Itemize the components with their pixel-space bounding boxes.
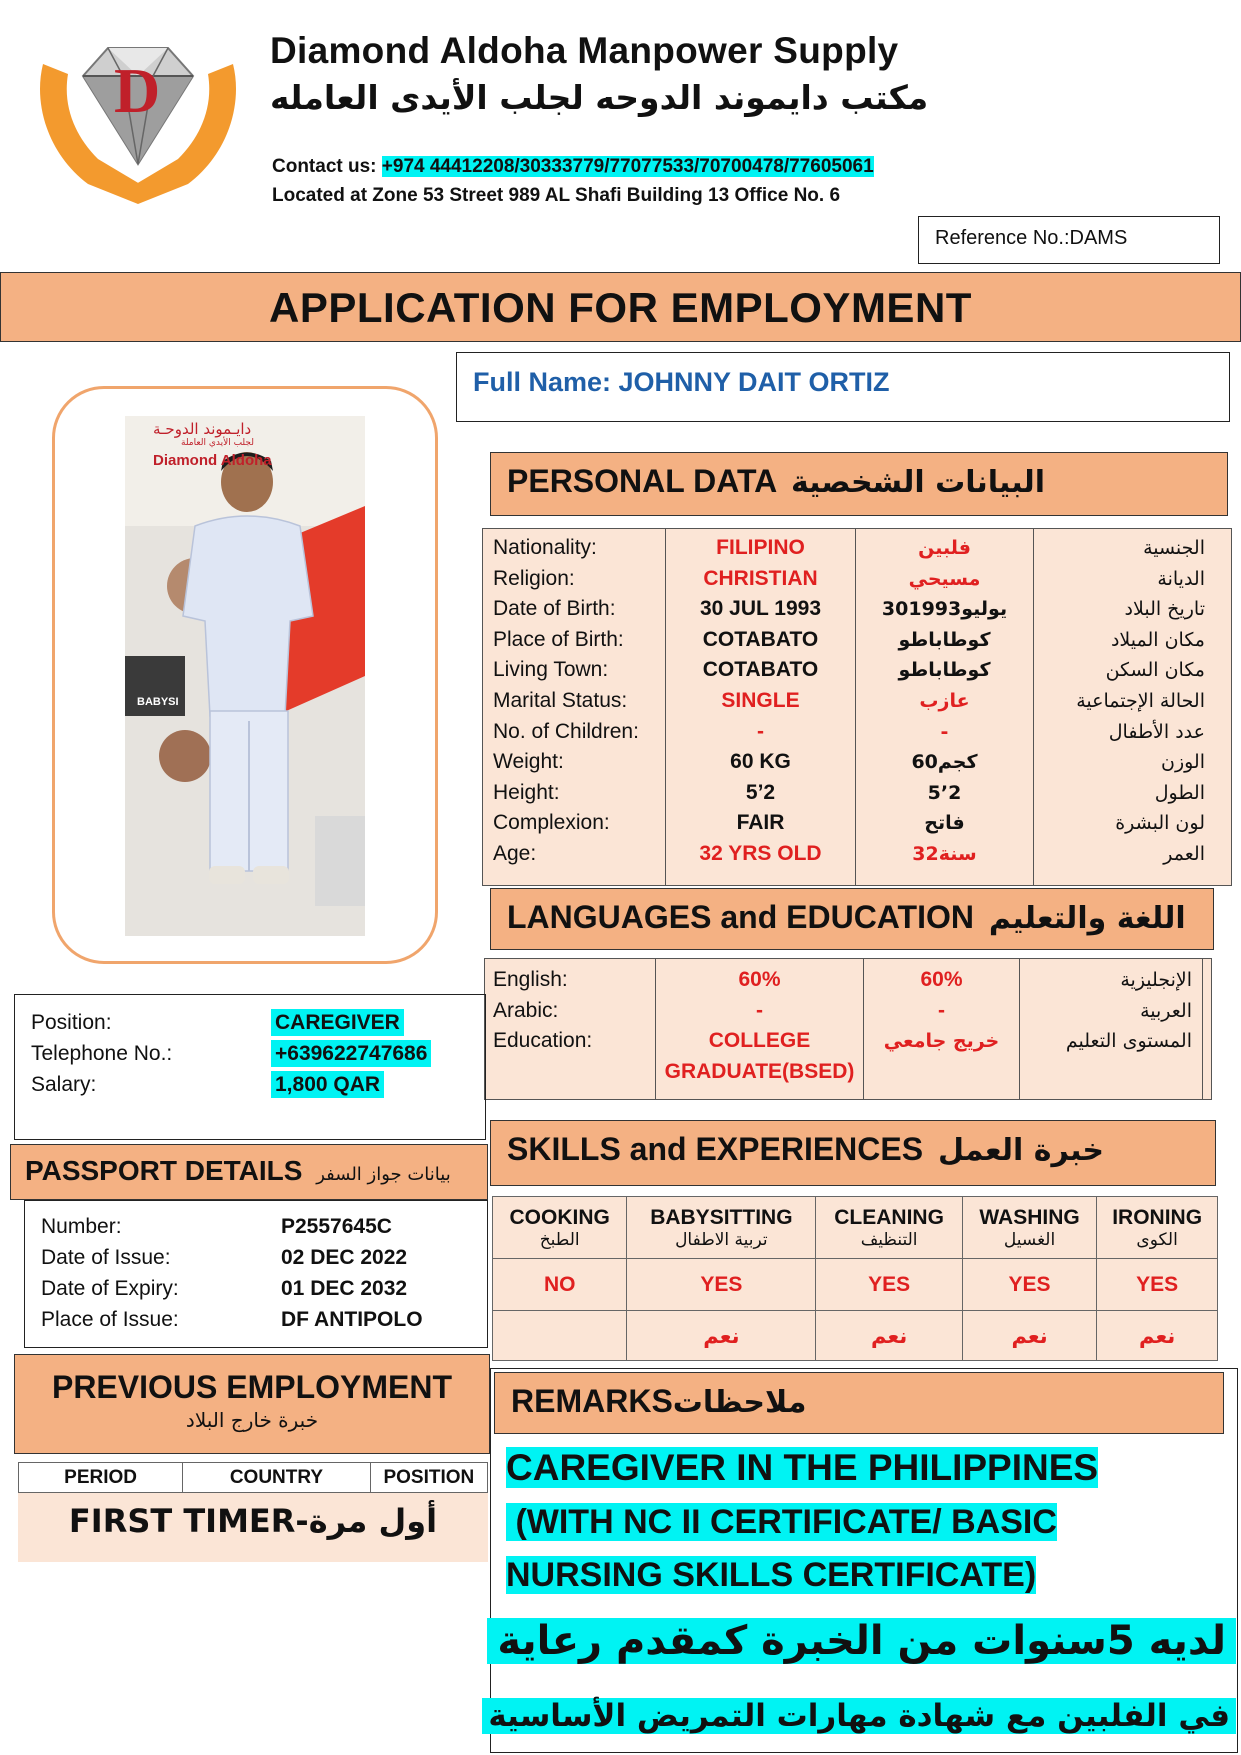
skill-value-ar: نعم	[627, 1311, 816, 1361]
languages-labels-en	[493, 965, 653, 1057]
skill-header: COOKING الطبخ	[493, 1197, 627, 1259]
passport-heading	[10, 1144, 488, 1200]
passport-heading-ar: بيانات جواز السفر	[316, 1164, 451, 1185]
lang-value-ar: 60%	[920, 968, 963, 991]
company-name-en: Diamond Aldoha Manpower Supply	[270, 30, 899, 71]
skills-heading	[490, 1120, 1216, 1186]
previous-employment-table	[18, 1462, 488, 1562]
personal-label-en: Living Town:	[493, 658, 609, 682]
personal-value-en: 5’2	[745, 780, 776, 804]
lang-value-ar: -	[938, 998, 945, 1022]
column-position: POSITION	[370, 1463, 487, 1493]
issue-place-label: Place of Issue:	[41, 1308, 179, 1331]
lang-label: Education:	[493, 1029, 593, 1053]
languages-values-ar-column	[863, 959, 1019, 1099]
page-title: APPLICATION FOR EMPLOYMENT	[0, 272, 1241, 342]
personal-label-ar: تاريخ البلاد	[1124, 598, 1205, 621]
personal-data-table	[482, 528, 1232, 886]
personal-label-ar: الطول	[1154, 781, 1205, 804]
personal-value-ar: 60كجم	[911, 751, 978, 774]
personal-label-en: Religion:	[493, 566, 575, 590]
salary-label: Salary:	[31, 1073, 97, 1096]
skill-header: CLEANING التنظيف	[816, 1197, 963, 1259]
applicant-full-name: Full Name: JOHNNY DAIT ORTIZ	[456, 352, 1230, 422]
applicant-photo-image	[125, 416, 365, 936]
personal-label-en: Place of Birth:	[493, 627, 624, 651]
contact-line	[272, 156, 874, 178]
personal-value-en: FAIR	[736, 811, 785, 835]
lang-value-ar: خريج جامعي	[883, 1030, 1000, 1053]
contact-label: Contact us:	[272, 156, 377, 177]
telephone-label: Telephone No.:	[31, 1042, 173, 1065]
personal-label-ar: العمر	[1163, 842, 1205, 865]
lang-value: 60%	[738, 968, 781, 991]
personal-label-en: Marital Status:	[493, 688, 628, 712]
previous-heading-en: PREVIOUS EMPLOYMENT	[51, 1369, 453, 1405]
previous-heading-ar: خبرة خارج البلاد	[185, 1408, 319, 1432]
personal-label-ar: الوزن	[1160, 751, 1205, 774]
personal-labels-en	[493, 533, 663, 870]
personal-label-ar: مكان السكن	[1105, 659, 1205, 682]
personal-value-ar: كوطاباطو	[898, 628, 991, 651]
personal-label-ar: الحالة الإجتماعية	[1076, 689, 1205, 712]
personal-label-en: Complexion:	[493, 811, 610, 835]
languages-labels-ar-column	[1019, 959, 1203, 1099]
personal-label-en: Date of Birth:	[493, 597, 616, 621]
personal-label-en: Age:	[493, 841, 537, 865]
personal-labels-ar-column	[1033, 529, 1215, 885]
remarks-heading	[494, 1372, 1224, 1434]
company-logo	[28, 34, 248, 214]
remarks-line: NURSING SKILLS CERTIFICATE)	[506, 1556, 1037, 1594]
telephone-value: +639622747686	[271, 1040, 431, 1067]
column-period: PERIOD	[19, 1463, 183, 1493]
lang-label: Arabic:	[493, 998, 559, 1022]
personal-values-ar-column	[855, 529, 1033, 885]
expiry-date-label: Date of Expiry:	[41, 1277, 179, 1300]
personal-value-ar: عازب	[919, 689, 970, 712]
skills-heading-en: SKILLS and EXPERIENCES	[507, 1131, 924, 1167]
languages-heading-en: LANGUAGES and EDUCATION	[507, 899, 974, 935]
lang-label-ar: المستوى التعليم	[1065, 1030, 1192, 1053]
personal-label-ar: عدد الأطفال	[1108, 720, 1205, 743]
position-details	[14, 994, 486, 1140]
languages-values-en-column	[655, 959, 863, 1099]
contact-numbers: +974 44412208/30333779/77077533/70700478/77605061	[381, 156, 874, 177]
personal-label-ar: مكان الميلاد	[1110, 628, 1205, 651]
personal-values-en-column	[665, 529, 855, 885]
personal-value-ar: 30يوليو1993	[881, 598, 1008, 621]
personal-value-ar: مسيحي	[908, 567, 981, 590]
lang-label: English:	[493, 968, 568, 991]
languages-heading-ar: اللغة والتعليم	[988, 901, 1186, 936]
lang-label-ar: الإنجليزية	[1120, 969, 1192, 991]
previous-employment-entry: FIRST TIMER-أول مرة	[68, 1501, 438, 1540]
personal-value-en: COTABATO	[702, 627, 819, 651]
personal-value-ar: 32سنة	[912, 842, 977, 865]
reference-number: Reference No.:DAMS	[918, 216, 1220, 264]
skill-value-ar: نعم	[962, 1311, 1096, 1361]
salary-value: 1,800 QAR	[271, 1071, 384, 1098]
skills-table	[492, 1196, 1218, 1360]
skill-value-ar	[493, 1311, 627, 1361]
lang-value: COLLEGE	[708, 1029, 811, 1053]
skill-value: YES	[962, 1259, 1096, 1311]
photo-banner-babysitter: BABYSI	[137, 696, 179, 708]
skill-value: YES	[627, 1259, 816, 1311]
remarks-heading-ar: ملاحظات	[672, 1385, 807, 1420]
personal-value-en: FILIPINO	[716, 536, 805, 559]
personal-value-ar: كوطاباطو	[898, 659, 991, 682]
company-name-ar: مكتب دايموند الدوحه لجلب الأيدى العامله	[270, 78, 929, 117]
personal-label-en: No. of Children:	[493, 719, 639, 743]
column-country: COUNTRY	[183, 1463, 371, 1493]
personal-heading-ar: البيانات الشخصية	[790, 465, 1046, 500]
photo-banner-arabic: دايـموند الدوحـة	[153, 420, 252, 438]
position-value: CAREGIVER	[271, 1009, 404, 1036]
personal-value-en: -	[757, 719, 764, 743]
skill-header: WASHING الغسيل	[962, 1197, 1096, 1259]
issue-date-label: Date of Issue:	[41, 1246, 171, 1269]
applicant-photo	[125, 416, 365, 936]
skill-value-ar: نعم	[816, 1311, 963, 1361]
personal-label-en: Nationality:	[493, 536, 597, 559]
remarks-heading-en: REMARKS	[511, 1383, 673, 1419]
previous-employment-heading	[14, 1354, 490, 1454]
issue-place-value: DF ANTIPOLO	[281, 1308, 423, 1331]
personal-label-en: Weight:	[493, 750, 564, 774]
education-value-line2: GRADUATE(BSED)	[664, 1059, 855, 1083]
remarks-line-ar: في الفلبين مع شهادة مهارات التمريض الأساسية	[482, 1698, 1236, 1734]
lang-label-ar: العربية	[1140, 999, 1192, 1022]
passport-details	[24, 1200, 488, 1348]
photo-banner-arabic-sub: لجلب الأيدي العاملة	[181, 438, 254, 448]
skill-header: IRONING الكوى	[1097, 1197, 1218, 1259]
remarks-line-ar: لديه 5سنوات من الخبرة كمقدم رعاية	[487, 1618, 1236, 1664]
photo-banner-english: Diamond Aldoha	[153, 452, 272, 469]
personal-value-ar: فاتح	[924, 812, 965, 835]
personal-label-ar: الجنسية	[1143, 537, 1205, 559]
logo-monogram: D	[114, 55, 161, 126]
passport-number-value: P2557645C	[281, 1215, 392, 1238]
remarks-line: (WITH NC II CERTIFICATE/ BASIC	[506, 1503, 1057, 1541]
passport-number-label: Number:	[41, 1215, 122, 1238]
skill-header: BABYSITTING تربية الاطفال	[627, 1197, 816, 1259]
remarks-content	[488, 1440, 1236, 1752]
personal-value-en: 30 JUL 1993	[699, 597, 822, 621]
lang-value: -	[756, 998, 763, 1022]
personal-value-en: COTABATO	[702, 658, 819, 682]
personal-value-ar: فلبين	[918, 537, 971, 559]
office-location: Located at Zone 53 Street 989 AL Shafi Building 13 Office No. 6	[272, 185, 841, 206]
personal-label-en: Height:	[493, 780, 560, 804]
personal-value-en: 60 KG	[730, 750, 791, 774]
personal-data-heading	[490, 452, 1228, 516]
personal-value-en: SINGLE	[721, 688, 800, 712]
expiry-date-value: 01 DEC 2032	[281, 1277, 408, 1300]
languages-table	[484, 958, 1212, 1100]
skill-value: NO	[493, 1259, 627, 1311]
personal-value-ar: -	[940, 720, 949, 743]
personal-label-ar: الديانة	[1157, 567, 1205, 590]
personal-heading-en: PERSONAL DATA	[507, 463, 777, 499]
skill-value: YES	[816, 1259, 963, 1311]
remarks-line: CAREGIVER IN THE PHILIPPINES	[506, 1447, 1099, 1488]
skills-heading-ar: خبرة العمل	[937, 1133, 1105, 1168]
issue-date-value: 02 DEC 2022	[281, 1246, 408, 1269]
personal-value-ar: 5’2	[927, 781, 962, 804]
personal-label-ar: لون البشرة	[1115, 812, 1205, 835]
position-label: Position:	[31, 1011, 112, 1034]
skill-value-ar: نعم	[1097, 1311, 1218, 1361]
passport-heading-en: PASSPORT DETAILS	[25, 1155, 303, 1186]
languages-heading	[490, 888, 1214, 950]
skill-value: YES	[1097, 1259, 1218, 1311]
personal-value-en: CHRISTIAN	[703, 566, 818, 590]
personal-value-en: 32 YRS OLD	[699, 841, 822, 865]
